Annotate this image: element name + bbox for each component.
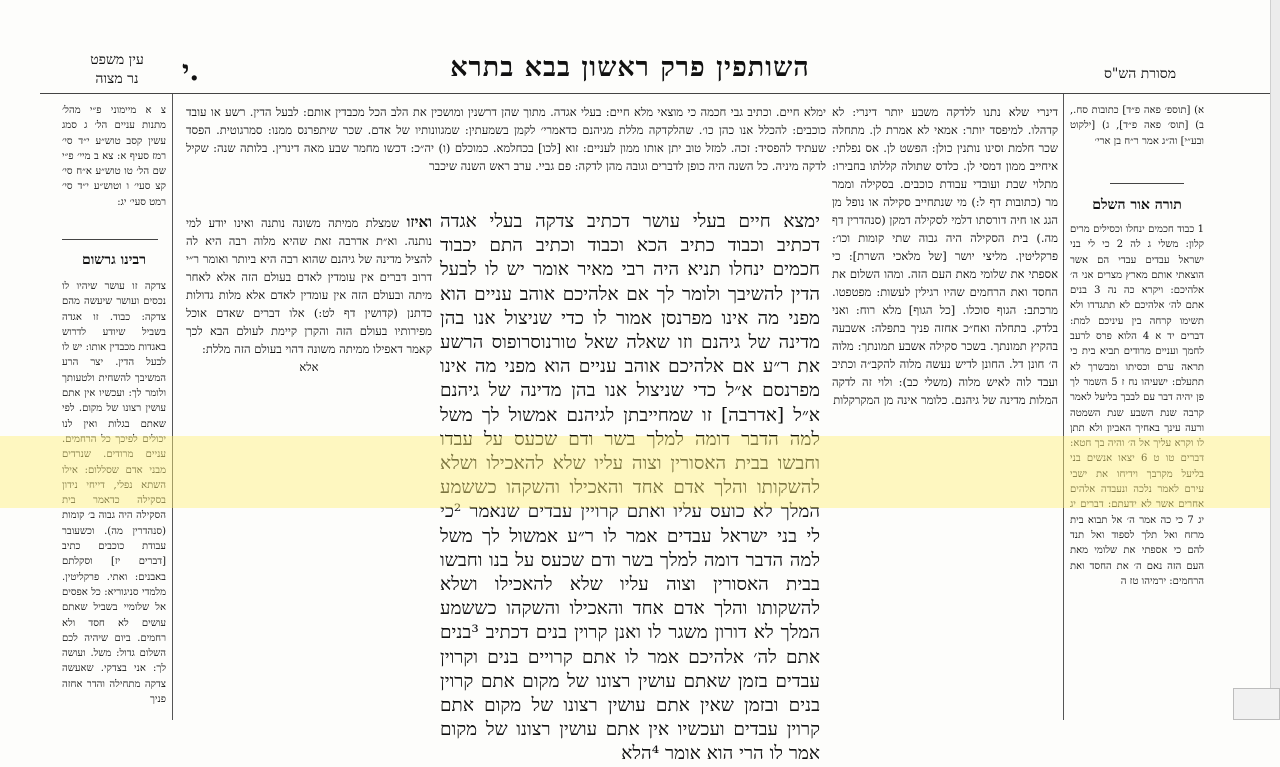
masoret-divider (1110, 183, 1184, 184)
tosafot-top-text: ימלא חיים. וכתיב גבי חכמה כי מוצאי מלא חיים: בעלי אגדה. מתוך שהן דרשנין ומושכין את הלב הכל מכבדין אותם: לבעל הדין. רשע או עובד כוכבים: להכלל אנו כהן כו׳. שהלקדקה מללת מגיהנם כדאמרי׳ לקמן בשמעתין: שמגוונותיו של אדם. שכר שיתפרנס ממנו: סמרגוטית. הפסד שעתיד להפסיד: זכה. למזל טוב יתן אותו ממון לעניים: זוא [לכו] בכחלמא. כמוכלם (ו) יה״כ: דכשו מחמר שבע מאה דינרין. בלותה שנה: שקיל לדקה מיניה. כל השנה היה כופן לדברים וגובה מהן לדקה: פם גביי. ערב ראש השנה שיכבר (186, 105, 826, 173)
masoret-hashas-title: מסורת הש"ס (1103, 66, 1177, 82)
torah-or-text: 1 כבוד חכמים ינחלו וכסילים מרים קלון: משלי ג לה 2 כי לי בני ישראל עבדים עבדי הם אשר הוצאתי אותם מארץ מצרים אני ה׳ אלהיכם: ויקרא כה נה 3 בנים אתם לה׳ אלהיכם לא תתגדדו ולא תשימו קרחה בין עיניכם למת: דברים יד א 4 הלוא פרס לרעב לחמך ועניים מרודים תביא בית כי תראה ערם וכסיתו ומבשרך לא תתעלם: ישעיהו נח ז 5 השמר לך פן יהיה דבר עם לבבך בליעל לאמר קרבה שנת השבע שנת השמטה ורעה עינך באחיך האביון ולא תתן לו וקרא עליך אל ה׳ והיה בך חטא: דברים טו ט 6 יצאו אנשים בני בליעל מקרבך וידיחו את ישבי עירם לאמר נלכה ונעבדה אלהים אחרים אשר לא ידעתם: דברים יג יג 7 כי כה אמר ה׳ אל תבוא בית מרזח ואל תלך לספוד ואל תנד להם כי אספתי את שלומי מאת העם הזה נאם ה׳ את החסד ואת הרחמים: ירמיהו טז ה (1070, 224, 1204, 587)
rabbeinu-gershom-heading: רבינו גרשום (81, 252, 147, 268)
right-column-rule (1063, 94, 1064, 720)
scrollbar-track[interactable] (1270, 0, 1280, 720)
tosafot-left-body: שמצלת ממיתה משונה נותנה ואינו יודע למי נותנה. וא״ת אדרבה זאת שהיא מלוה רבה היא לה להציל מדינה של גיהנם שהוא רבה היא ביותר ואומר ר״י דרוב דברים אין עומדין לאדם בעולם הזה אלא לאחר מיתה ובעולם הזה אין עומדין לאדם אלא מלות גדולות כדתנן (קדושין דף לט:) אלו דברים שאדם אוכל מפירותיו בעולם הזה והקרן קיימת לעולם הבא לכך קאמר דאפילו ממיתה משונה דהוי בעולם הזה מללת: (186, 216, 432, 356)
ner-mitzva-title: נר מצוה (95, 71, 139, 87)
page-title: השותפין פרק ראשון בבא בתרא (450, 52, 810, 83)
left-column-rule (172, 94, 173, 720)
masoret-hashas-text: א) [תוספ׳ פאה פ״ד] כתובות סח., ב) [תוס׳ פאה פ״ד], ג) [ילקוט ובע״י] וה״ג אמר ר״ח בן ארי׳ (1070, 105, 1204, 147)
rashi-column: דינרי שלא נתנו ללדקה משבע יותר דינרי: לא קדהלו. למיפסד יותר: אמאי לא אמרת לן. מתחלה שכר חלמת וסינו נותנין כולן: הפשט לן. אס נפלתי: איחייב ממון דמסי לן. כלדס שתולה קללתו בחבירו: מתלוי שבת ועובדי עבודת כוכבים. בסקילה וממר מר (כתובות דף ל:) מי שנתחייב סקילה או נופל מן הגג או חיה דורסתו דלמי לסקילה דמקן (סנהדרין דף מה.) בית הסקילה היה גבוה שתי קומות וכו׳: פרקליטין. מליצי יושר [של מלאכי השרת]: כי אספתי את שלומי מאת העם הזה. ומהו השלום את החסד ואת הרחמים שהיו רגילין לעשות: מפטפטו. מרכתב: הגוף סוכלו. [כל הגוף] מלא רוח: ואני בלדק. בתחלה ואח״כ אחזה פניך בתפלה: אשבעה בהקיץ תמונתך. בשכר סקילה אשבע תמונתך: מלוה ה׳ חונן דל. החונן לדיש נעשה מלוה להקב״ה וכתיב ועבד לוה לאיש מלוה (משלי כב): ולוי זה לדקה המלות מדינה של גיהנם. כלומר אינה מן המקרקלות (832, 105, 1058, 407)
header-rule (40, 93, 1270, 94)
ein-mishpat-title: עין משפט (90, 52, 144, 68)
rabbeinu-gershom-text: צדקה זו עושר שיהיו לו נכסים ועושר שיעשה מהם צדקה: כבוד. זו אגדה בשביל שיודע לדרוש באגדות מכבדין אותו: יש לו לבעל הדין. יצר הרע המשיבך להשחית ולטעותך ולומר לך: ועכשיו אין אתם עושין רצונו של מקום. לפי שאתם בגלות ואין לנו יכולים לפיכך כל הרחמים. עניים מרודים. שנרדים מבני אדם שסללום: אילו השתא נפלי, דייחי נידון בסקילה כדאמר בית הסקילה היה גבוה ב׳ קומות (סנהדרין מה). וכשעובר עבודת כוכבים כתיב [דברים יז] וסקלתם באבנים: ואתי. פרקליטין. מלמדי סניגוריא: כל אפסים אל שלומיי בשביל שאתם עושים לא חסד ולא רחמים. ביום שיהיה לכם השלום גדול: משל. ועושה לך: אני בצדקי. שאעשה צדקה מתחילה והדר אחזה פניך (62, 281, 166, 706)
ein-mishpat-divider (62, 239, 158, 240)
scrollbar-thumb[interactable] (1233, 688, 1280, 720)
tosafot-left-end: אלא (299, 360, 319, 374)
header-ein-mishpat (62, 51, 172, 89)
tosafot-left-column (186, 213, 432, 683)
daf-number: י. (182, 54, 200, 87)
gemara-main-text: ימצא חיים בעלי עושר דכתיב צדקה בעלי אגדה דכתיב וכבוד כתיב הכא וכבוד וכתיב התם יכבוד חכמים ינחלו תניא היה רבי מאיר אומר יש לו לבעל הדין להשיבך ולומר לך אם אלהיכם אוהב עניים הוא מפני מה אינו מפרנסן אמור לו כדי שניצול אנו בהן מדינה של גיהנם וזו שאלה שאל טורנוסרופוס הרשע את ר״ע אם אלהיכם אוהב עניים הוא מפני מה אינו מפרנסם א״ל כדי שניצול אנו בהן מדינה של גיהנם א״ל [אדרבה] זו שמחייבתן לגיהנם אמשול לך משל למה הדבר דומה למלך בשר ודם שכעס על עבדו וחבשו בבית האסורין וצוה עליו שלא להאכילו ושלא להשקותו והלך אדם אחד והאכילו והשקהו כששמע המלך לא כועס עליו ואתם קרויין עבדים שנאמר ²כי לי בני ישראל עבדים אמר לו ר״ע אמשול לך משל למה הדבר דומה למלך בשר ודם שכעס על בנו וחבשו בבית האסורין וצוה עליו שלא להאכילו ושלא להשקותו והלך אדם אחד והאכילו והשקהו כששמע המלך לא דורון משגר לו ואנן קרוין בנים דכתיב ³בנים אתם לה׳ אלהיכם אמר לו אתם קרויים בנים וקרוין עבדים בזמן שאתם עושין רצונו של מקום אתם קרוין בנים ובזמן שאין אתם עושין רצונו של מקום אתם קרוין עבדים ועכשיו אין אתם עושין רצונו של מקום אמר לו הרי הוא אומר ⁴הלא (440, 211, 820, 765)
ein-mishpat-text: צ א מיימוני פ״י מהל׳ מתנות עניים הל׳ ג סמג עשין קסב טוש״ע י״ד סי׳ רמז סעיף א: צא ב מיי׳ פ״י שם הל׳ טו טוש״ע א״ח סי׳ קצ סעי׳ ו וטוש״ע י״ד סי׳ רמט סעי׳ יג: (62, 105, 166, 208)
tosafot-lead-word: ואיזו (406, 213, 432, 231)
torah-or-heading: תורה אור השלם (1092, 197, 1182, 213)
